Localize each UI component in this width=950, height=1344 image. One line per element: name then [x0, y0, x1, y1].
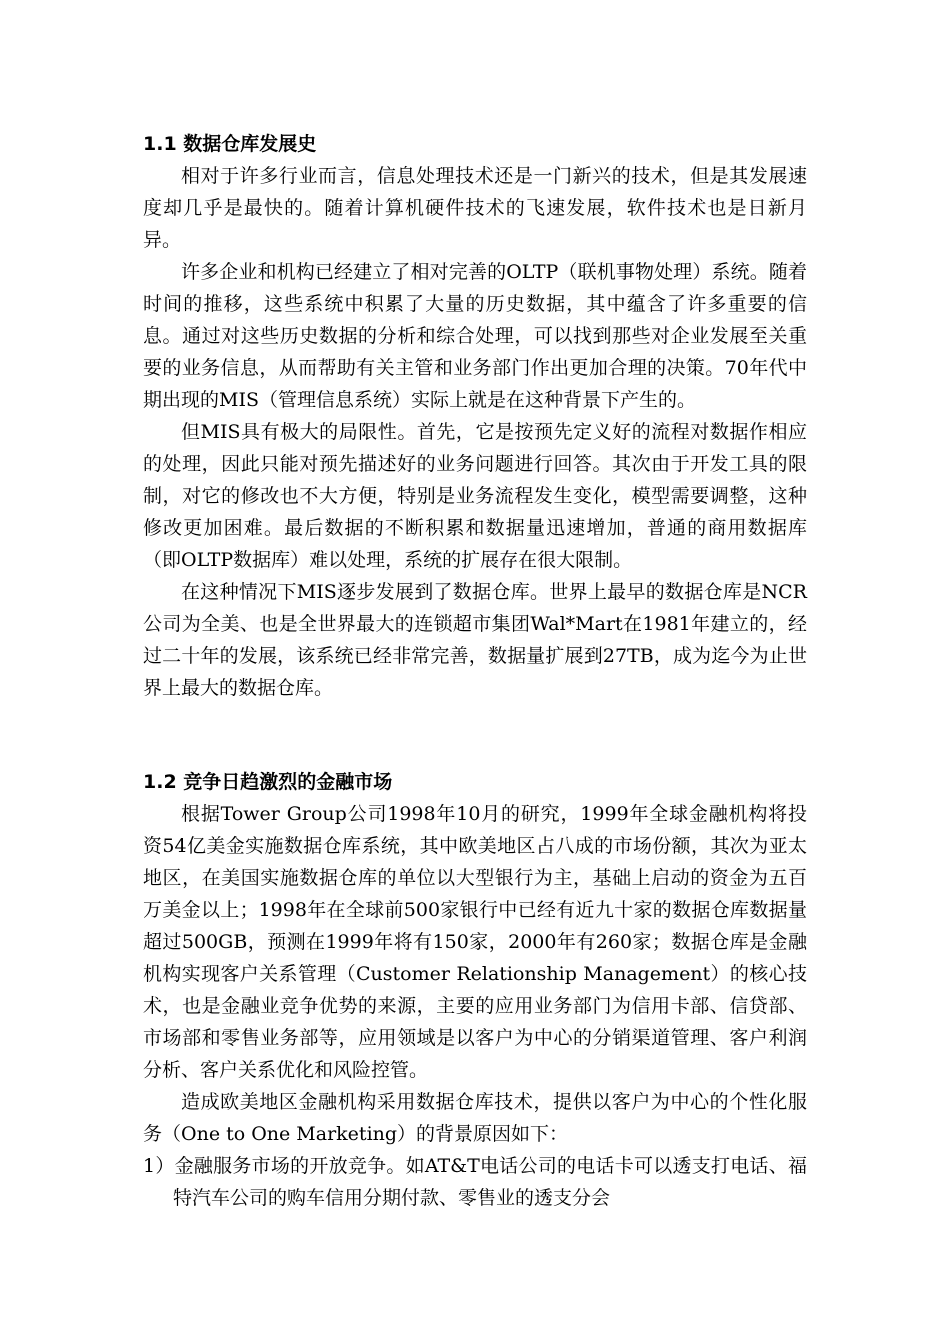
section-2-list-item-1: 1）金融服务市场的开放竞争。如AT&T电话公司的电话卡可以透支打电话、福特汽车公司的购车信用分期付款、零售业的透支分会: [143, 1155, 807, 1209]
section-1-paragraph-4: 在这种情况下MIS逐步发展到了数据仓库。世界上最早的数据仓库是NCR公司为全美、也是全世界最大的连锁超市集团Wal*Mart在1981年建立的，经过二十年的发展，该系统已经非常完善，数据量扩展到27TB，成为迄今为止世界上最大的数据仓库。: [143, 581, 807, 699]
section-2: [143, 766, 807, 1214]
section-1-paragraph-2: 许多企业和机构已经建立了相对完善的OLTP（联机事物处理）系统。随着时间的推移，这些系统中积累了大量的历史数据，其中蕴含了许多重要的信息。通过对这些历史数据的分析和综合处理，可以找到那些对企业发展至关重要的业务信息，从而帮助有关主管和业务部门作出更加合理的决策。70年代中期出现的MIS（管理信息系统）实际上就是在这种背景下产生的。: [143, 261, 807, 411]
section-2-title: 1.2 竞争日趋激烈的金融市场: [143, 771, 393, 793]
section-2-paragraph-1: 根据Tower Group公司1998年10月的研究，1999年全球金融机构将投资54亿美金实施数据仓库系统，其中欧美地区占八成的市场份额，其次为亚太地区，在美国实施数据仓库的单位以大型银行为主，基础上启动的资金为五百万美金以上；1998年在全球前500家银行中已经有近九十家的数据仓库数据量超过500GB，预测在1999年将有150家，2000年有260家；数据仓库是金融机构实现客户关系管理（Customer Relationship Management）的核心技术，也是金融业竞争优势的来源，主要的应用业务部门为信用卡部、信贷部、市场部和零售业务部等，应用领域是以客户为中心的分销渠道管理、客户利润分析、客户关系优化和风险控管。: [143, 803, 807, 1081]
section-1-title: 1.1 数据仓库发展史: [143, 133, 317, 155]
section-1: [143, 128, 807, 704]
section-1-paragraph-3: 但MIS具有极大的局限性。首先，它是按预先定义好的流程对数据作相应的处理，因此只能对预先描述好的业务问题进行回答。其次由于开发工具的限制，对它的修改也不大方便，特别是业务流程发生变化，模型需要调整，这种修改更加困难。最后数据的不断积累和数据量迅速增加，普通的商用数据库（即OLTP数据库）难以处理，系统的扩展存在很大限制。: [143, 421, 807, 571]
section-1-paragraph-1: 相对于许多行业而言，信息处理技术还是一门新兴的技术，但是其发展速度却几乎是最快的。随着计算机硬件技术的飞速发展，软件技术也是日新月异。: [143, 165, 807, 251]
section-2-paragraph-2: 造成欧美地区金融机构采用数据仓库技术，提供以客户为中心的个性化服务（One to One Marketing）的背景原因如下：: [143, 1091, 807, 1145]
